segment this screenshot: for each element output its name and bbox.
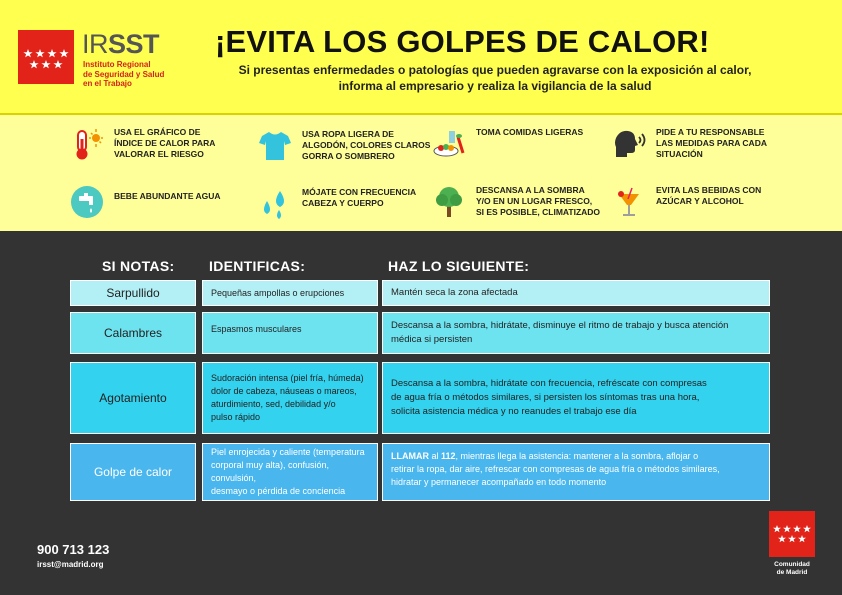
tip-ask-supervisor [612,127,767,161]
comunidad-madrid-logo [769,511,815,557]
tip-light-clothing [258,129,430,163]
tip-text: PIDE A TU RESPONSABLE LAS MEDIDAS PARA CADA SITUACIÓN [656,127,767,159]
irsst-logo-text: IRSST [82,29,160,59]
light-meal-icon [432,127,466,161]
tip-avoid-sugar-alcohol [612,185,761,219]
tip-text: MÓJATE CON FRECUENCIA CABEZA Y CUERPO [302,187,417,208]
action-cell: Mantén seca la zona afectada [382,280,770,306]
identify-cell: Sudoración intensa (piel fría, húmeda) dolor de cabeza, náuseas o mareos, aturdimiento, sed, debilidad y/o pulso rápido [202,362,378,434]
irsst-full-name: Instituto Regional de Seguridad y Salud en el Trabajo [83,60,165,88]
water-drops-icon [258,187,292,221]
comunidad-madrid-name: Comunidad de Madrid [774,561,810,576]
seven-stars-icon [18,30,74,84]
column-header-identify: IDENTIFICAS: [209,258,306,274]
tip-heat-index [70,127,215,161]
symptom-cell: Sarpullido [70,280,196,306]
symptom-cell: Agotamiento [70,362,196,434]
tip-text: USA ROPA LIGERA DE ALGODÓN, COLORES CLAROS GORRA O SOMBRERO [302,129,431,161]
identify-cell: Espasmos musculares [202,312,378,354]
tip-text: EVITA LAS BEBIDAS CON AZÚCAR Y ALCOHOL [656,185,762,206]
action-cell: LLAMAR al 112, mientras llega la asistencia: mantener a la sombra, aflojar o retirar la ropa, dar aire, refrescar con compresas de agua fría o métodos similares, hidratar y permanecer acompañado en todo momento [382,443,770,501]
action-cell: Descansa a la sombra, hidrátate, disminuye el ritmo de trabajo y busca atención médica si persisten [382,312,770,354]
contact-phone: 900 713 123 [37,542,110,557]
identify-cell: Pequeñas ampollas o erupciones [202,280,378,306]
page-title: ¡EVITA LOS GOLPES DE CALOR! [215,24,710,59]
tip-light-meals [432,127,583,161]
tip-text: USA EL GRÁFICO DE ÍNDICE DE CALOR PARA VALORAR EL RIESGO [114,127,216,159]
emergency-number: 112 [441,451,456,461]
contact-email: irsst@madrid.org [37,560,104,569]
shade-tree-icon [432,185,466,219]
call-emphasis: LLAMAR [391,451,429,461]
thermometer-sun-icon [70,127,104,161]
tip-drink-water [70,185,221,219]
symptom-cell: Golpe de calor [70,443,196,501]
cocktail-icon [612,185,646,219]
tip-text: TOMA COMIDAS LIGERAS [476,127,584,137]
identify-cell: Piel enrojecida y caliente (temperatura corporal muy alta), confusión, convulsión, desmayo o pérdida de conciencia [202,443,378,501]
seven-stars-icon [769,511,815,557]
header-banner [0,0,842,113]
madrid-flag-logo [18,30,74,84]
tshirt-icon [258,129,292,163]
tips-panel [0,115,842,231]
speaking-head-icon [612,127,646,161]
water-tap-icon [70,185,104,219]
tip-text: BEBE ABUNDANTE AGUA [114,191,221,201]
tip-wet-body [258,187,416,221]
action-cell: Descansa a la sombra, hidrátate con frecuencia, refréscate con compresas de agua fría o métodos similares, si persisten los síntomas tras una hora, solicita asistencia médica y no reanudes el trabajo ese día [382,362,770,434]
page-subtitle: Si presentas enfermedades o patologías que pueden agravarse con la exposición al calor, informa al empresario y realiza la vigilancia de la salud [238,63,752,93]
column-header-symptoms: SI NOTAS: [102,258,175,274]
column-header-actions: HAZ LO SIGUIENTE: [388,258,530,274]
tip-text: DESCANSA A LA SOMBRA Y/O EN UN LUGAR FRESCO, SI ES POSIBLE, CLIMATIZADO [476,185,601,217]
symptom-cell: Calambres [70,312,196,354]
tip-rest-shade [432,185,600,219]
